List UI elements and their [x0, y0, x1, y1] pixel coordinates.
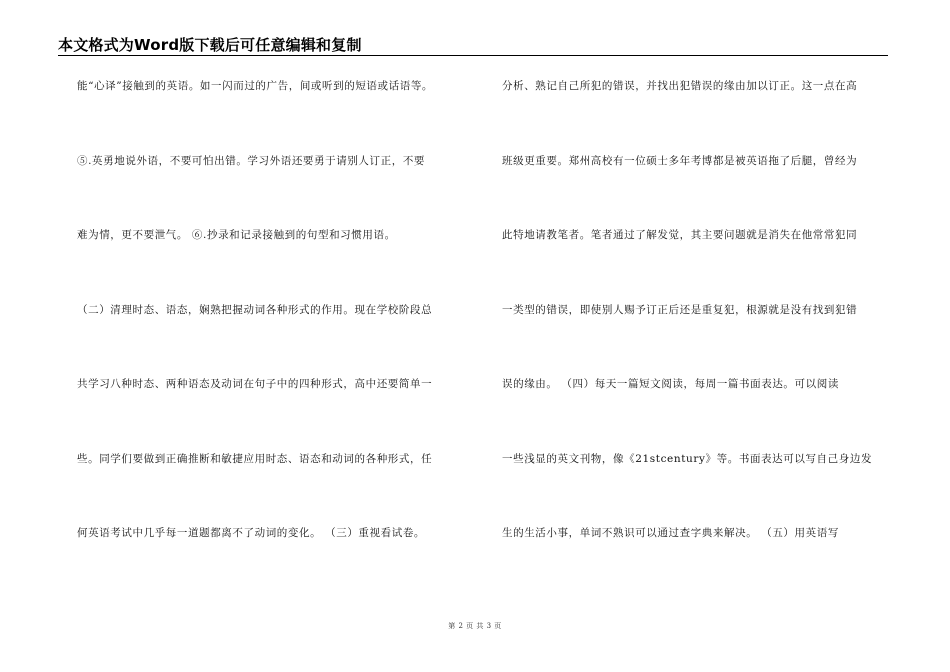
text-line: 一类型的错误，即使别人赐予订正后还是重复犯，根源就是没有找到犯错 [502, 303, 858, 316]
text-line: 能“心译”接触到的英语。如一闪而过的广告，间或听到的短语或话语等。 [77, 80, 434, 92]
right-text-column [502, 78, 887, 600]
text-line: 误的缘由。 （四）每天一篇短文阅读，每周一篇书面表达。可以阅读 [502, 378, 839, 390]
document-header-title: 本文格式为Word版下载后可任意编辑和复制 [58, 36, 362, 54]
text-line: 生的生活小事，单词不熟识可以通过查字典来解决。 （五）用英语写 [502, 527, 839, 539]
text-line: 难为情，更不要泄气。 ⑥.抄录和记录接触到的句型和习惯用语。 [77, 229, 396, 241]
page-number-footer: 第 2 页 共 3 页 [448, 622, 502, 630]
text-line: 一些浅显的英文刊物，像《21stcentury》等。书面表达可以写自己身边发 [502, 452, 873, 465]
text-line: （二）清理时态、语态，娴熟把握动词各种形式的作用。现在学校阶段总 [77, 303, 433, 316]
text-line: 何英语考试中几乎每一道题都离不了动词的变化。 （三）重视看试卷。 [77, 527, 426, 539]
text-line: 此特地请教笔者。笔者通过了解发觉，其主要问题就是消失在他常常犯同 [502, 229, 858, 241]
left-text-column [77, 78, 472, 600]
header-divider [58, 55, 888, 56]
text-line: 班级更重要。郑州高校有一位硕士多年考博都是被英语拖了后腿，曾经为 [502, 154, 858, 167]
text-line: 分析、熟记自己所犯的错误，并找出犯错误的缘由加以订正。这一点在高 [502, 80, 858, 92]
text-line: ⑤.英勇地说外语，不要可怕出错。学习外语还要勇于请别人订正，不要 [77, 154, 426, 167]
text-line: 共学习八种时态、两种语态及动词在句子中的四种形式，高中还要简单一 [77, 378, 433, 390]
text-line: 些。同学们要做到正确推断和敏捷应用时态、语态和动词的各种形式，任 [77, 452, 433, 465]
